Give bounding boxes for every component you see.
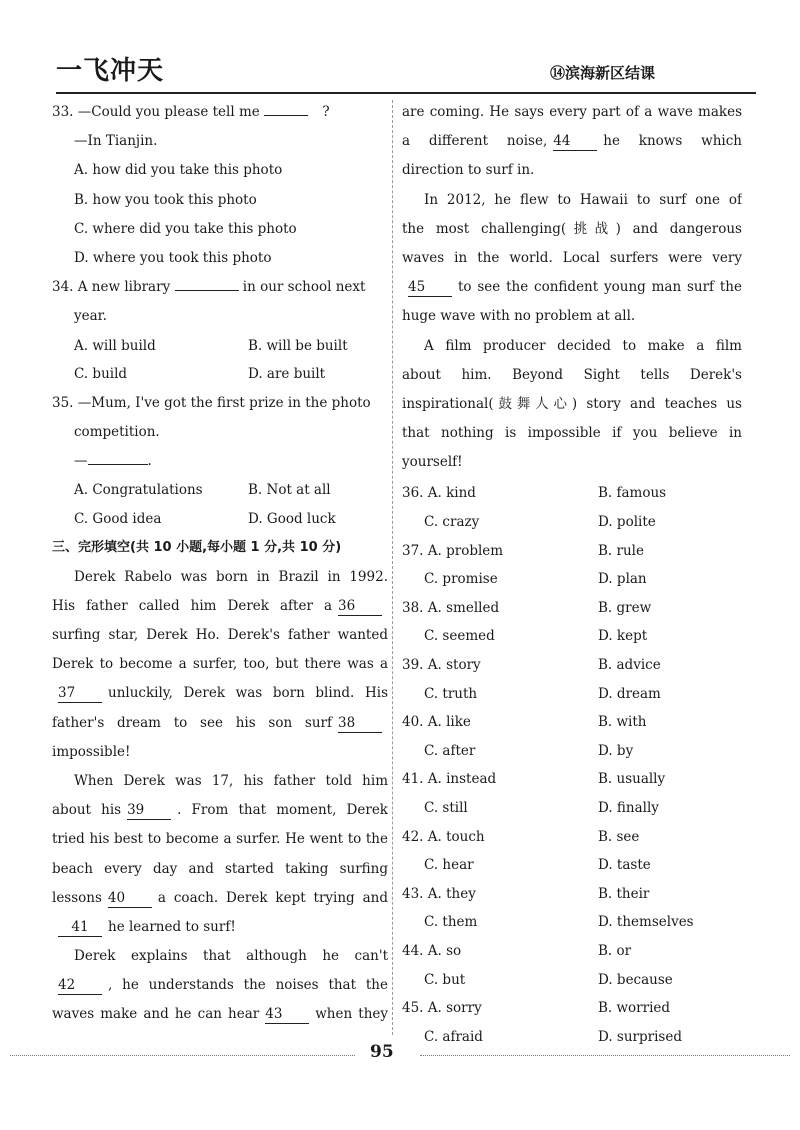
passage-text: to see the confident young man surf the bbox=[458, 279, 742, 296]
choice-number-a: 36. A. kind bbox=[402, 485, 476, 502]
choice-d: D. polite bbox=[598, 514, 656, 531]
passage-line bbox=[52, 709, 388, 738]
q33-option-d: D. where you took this photo bbox=[74, 249, 272, 266]
passage-text: . From that moment, Derek bbox=[177, 802, 388, 819]
passage-line bbox=[402, 361, 742, 390]
passage-line bbox=[402, 244, 742, 273]
q33-option-c: C. where did you take this photo bbox=[74, 220, 297, 237]
q35-options-row2 bbox=[52, 505, 388, 534]
choice-c: C. still bbox=[424, 799, 468, 816]
choice-c: C. after bbox=[424, 742, 476, 759]
choice-b: B. advice bbox=[598, 657, 661, 673]
section-title: 三、完形填空(共 10 小题,每小题 1 分,共 10 分) bbox=[52, 540, 342, 556]
passage-line bbox=[52, 592, 388, 621]
choice-c: C. promise bbox=[424, 571, 498, 588]
passage-text: when they bbox=[315, 1006, 388, 1023]
passage-line bbox=[402, 390, 742, 419]
cloze-blank: 43 bbox=[265, 1005, 309, 1024]
passage-text: direction to surf in. bbox=[402, 162, 535, 179]
cloze-passage-left bbox=[52, 563, 388, 1030]
passage-line bbox=[402, 156, 742, 185]
q33-blank bbox=[264, 115, 308, 116]
passage-line bbox=[402, 448, 742, 477]
choice-row bbox=[402, 851, 742, 880]
choice-c: C. crazy bbox=[424, 514, 480, 531]
footer-rule-right bbox=[420, 1055, 790, 1056]
choice-number-a: 40. A. like bbox=[402, 714, 471, 731]
series-logo: 一飞冲天 bbox=[56, 56, 165, 86]
choice-number-a: 42. A. touch bbox=[402, 828, 485, 845]
choice-d: D. because bbox=[598, 971, 673, 988]
choice-row bbox=[402, 765, 742, 794]
q35-option-a: A. Congratulations bbox=[74, 482, 203, 499]
choice-number-a: 39. A. story bbox=[402, 657, 481, 673]
passage-line bbox=[52, 796, 388, 825]
passage-line bbox=[402, 127, 742, 156]
passage-line bbox=[402, 98, 742, 127]
passage-text: about him. Beyond Sight tells Derek's bbox=[402, 366, 742, 383]
q34-option-a: A. will build bbox=[74, 337, 156, 354]
choice-b: B. with bbox=[598, 714, 647, 731]
choice-row bbox=[402, 794, 742, 823]
choice-number-a: 38. A. smelled bbox=[402, 599, 500, 616]
passage-line bbox=[52, 563, 388, 592]
choice-number-a: 43. A. they bbox=[402, 885, 476, 902]
page-footer bbox=[0, 1040, 800, 1070]
passage-text: , he understands the noises that the bbox=[108, 977, 388, 994]
passage-line bbox=[52, 971, 388, 1000]
passage-text: tried his best to become a surfer. He went to the bbox=[52, 831, 388, 848]
q33-stem: 33. —Could you please tell me bbox=[52, 104, 260, 120]
passage-text: he learned to surf! bbox=[108, 918, 236, 935]
choice-c: C. seemed bbox=[424, 628, 495, 645]
passage-text: that nothing is impossible if you believe in bbox=[402, 425, 742, 442]
choice-d: D. dream bbox=[598, 685, 661, 702]
passage-line bbox=[52, 913, 388, 942]
passage-text: Derek to become a surfer, too, but there was a bbox=[52, 656, 388, 673]
passage-line bbox=[402, 186, 742, 215]
choice-row bbox=[402, 680, 742, 709]
passage-line bbox=[52, 621, 388, 650]
q34-options-row1 bbox=[52, 332, 388, 361]
cloze-blank: 36 bbox=[338, 597, 382, 616]
passage-text: When Derek was 17, his father told him bbox=[74, 772, 388, 789]
q35-blank bbox=[88, 464, 148, 465]
choice-row bbox=[402, 737, 742, 766]
passage-text: waves in the world. Local surfers were very bbox=[402, 249, 742, 266]
choice-number-a: 44. A. so bbox=[402, 942, 462, 959]
choice-b: B. rule bbox=[598, 542, 644, 559]
cloze-blank: 41 bbox=[58, 918, 102, 937]
choice-row bbox=[402, 651, 742, 680]
passage-line bbox=[402, 215, 742, 244]
choice-row bbox=[402, 537, 742, 566]
q35-option-b: B. Not at all bbox=[248, 482, 331, 499]
passage-line bbox=[402, 302, 742, 331]
question-35: 35. —Mum, I've got the first prize in the photo competition. — . A. Congratulations B. Not at all C. Good idea D. Good luck bbox=[52, 389, 388, 534]
choice-row bbox=[402, 994, 742, 1023]
passage-text: a coach. Derek kept trying and bbox=[157, 889, 388, 906]
choice-row bbox=[402, 937, 742, 966]
passage-text: In 2012, he flew to Hawaii to surf one of bbox=[424, 191, 742, 208]
passage-line bbox=[52, 942, 388, 971]
choice-d: D. by bbox=[598, 742, 634, 759]
passage-line bbox=[402, 419, 742, 448]
right-column bbox=[402, 98, 742, 1051]
choice-number-a: 45. A. sorry bbox=[402, 1000, 482, 1017]
choice-d: D. plan bbox=[598, 571, 647, 588]
passage-line bbox=[52, 679, 388, 708]
q34-option-c: C. build bbox=[74, 366, 128, 383]
cloze-blank: 40 bbox=[108, 889, 152, 908]
passage-text: yourself! bbox=[402, 454, 463, 471]
passage-text: lessons bbox=[52, 889, 102, 906]
passage-line bbox=[52, 825, 388, 854]
passage-text: impossible! bbox=[52, 743, 131, 760]
header-divider bbox=[56, 92, 756, 94]
choice-d: D. finally bbox=[598, 799, 659, 816]
q34-blank bbox=[175, 290, 239, 291]
choice-b: B. worried bbox=[598, 1000, 671, 1017]
passage-line bbox=[52, 855, 388, 884]
q33-option-a: A. how did you take this photo bbox=[74, 162, 283, 179]
passage-line bbox=[52, 738, 388, 767]
passage-line bbox=[52, 1000, 388, 1029]
page-header bbox=[0, 0, 800, 100]
choice-b: B. usually bbox=[598, 771, 666, 788]
choice-row bbox=[402, 508, 742, 537]
q34-option-d: D. are built bbox=[248, 366, 326, 383]
choice-row bbox=[402, 594, 742, 623]
cloze-blank: 44 bbox=[553, 132, 597, 151]
column-divider bbox=[392, 100, 393, 1035]
passage-text: the most challenging(挑战) and dangerous bbox=[402, 220, 742, 237]
choice-d: D. taste bbox=[598, 857, 651, 874]
question-34 bbox=[52, 273, 388, 389]
choice-row bbox=[402, 622, 742, 651]
cloze-blank: 38 bbox=[338, 714, 382, 733]
passage-line bbox=[52, 650, 388, 679]
cloze-choices bbox=[402, 479, 742, 1051]
choice-row bbox=[402, 708, 742, 737]
q34-options-row2 bbox=[52, 360, 388, 389]
passage-line bbox=[402, 332, 742, 361]
passage-text: unluckily, Derek was born blind. His bbox=[108, 685, 388, 702]
passage-text: Derek Rabelo was born in Brazil in 1992. bbox=[74, 568, 388, 585]
passage-text: about his bbox=[52, 802, 122, 819]
q34-option-b: B. will be built bbox=[248, 337, 348, 354]
cloze-blank: 37 bbox=[58, 684, 102, 703]
choice-c: C. truth bbox=[424, 685, 478, 702]
passage-text: father's dream to see his son surf bbox=[52, 714, 332, 731]
choice-row bbox=[402, 565, 742, 594]
passage-text: a different noise, bbox=[402, 133, 548, 150]
choice-d: D. kept bbox=[598, 628, 648, 645]
choice-number-a: 41. A. instead bbox=[402, 771, 497, 788]
choice-c: C. afraid bbox=[424, 1028, 483, 1045]
q33-option-b: B. how you took this photo bbox=[74, 191, 257, 208]
passage-text: His father called him Derek after a bbox=[52, 597, 332, 614]
choice-row bbox=[402, 966, 742, 995]
cloze-blank: 42 bbox=[58, 976, 102, 995]
q35-stem-line1: 35. —Mum, I've got the first prize in the photo bbox=[52, 394, 371, 411]
q35-period: . bbox=[147, 453, 152, 470]
passage-text: beach every day and started taking surfing bbox=[52, 860, 388, 877]
q35-stem-line2: competition. bbox=[74, 423, 160, 440]
choice-b: B. see bbox=[598, 828, 640, 845]
choice-b: B. grew bbox=[598, 599, 652, 616]
q35-option-d: D. Good luck bbox=[248, 510, 336, 527]
choice-c: C. them bbox=[424, 914, 478, 931]
choice-d: D. themselves bbox=[598, 914, 694, 931]
choice-row bbox=[402, 908, 742, 937]
left-column bbox=[52, 98, 388, 1030]
q35-options-row1 bbox=[52, 476, 388, 505]
choice-c: C. hear bbox=[424, 857, 474, 874]
passage-line bbox=[52, 884, 388, 913]
choice-row bbox=[402, 880, 742, 909]
footer-rule-left bbox=[10, 1055, 355, 1056]
choice-b: B. famous bbox=[598, 485, 667, 502]
cloze-blank: 45 bbox=[408, 278, 452, 297]
passage-text: waves make and he can hear bbox=[52, 1006, 260, 1023]
q35-option-c: C. Good idea bbox=[74, 510, 162, 527]
passage-line bbox=[402, 273, 742, 302]
passage-text: surfing star, Derek Ho. Derek's father wanted bbox=[52, 627, 388, 643]
choice-row bbox=[402, 479, 742, 508]
passage-text: he knows which bbox=[603, 133, 742, 150]
choice-d: D. surprised bbox=[598, 1028, 682, 1045]
q34-stem: 34. A new library bbox=[52, 279, 171, 296]
cloze-blank: 39 bbox=[127, 801, 171, 820]
choice-number-a: 37. A. problem bbox=[402, 542, 504, 559]
passage-text: are coming. He says every part of a wave makes bbox=[402, 104, 742, 120]
question-33 bbox=[52, 98, 388, 273]
page-number: 95 bbox=[370, 1042, 394, 1062]
cloze-passage-right bbox=[402, 98, 742, 477]
passage-text: huge wave with no problem at all. bbox=[402, 308, 636, 325]
passage-line bbox=[52, 767, 388, 796]
q33-qmark: ? bbox=[322, 104, 330, 120]
q34-stem-post: in our school next bbox=[242, 279, 366, 296]
passage-text: Derek explains that although he can't bbox=[74, 948, 388, 965]
q33-reply: —In Tianjin. bbox=[74, 133, 158, 150]
choice-row bbox=[402, 823, 742, 852]
passage-text: A film producer decided to make a film bbox=[424, 337, 742, 354]
choice-b: B. or bbox=[598, 942, 632, 959]
choice-c: C. but bbox=[424, 971, 466, 988]
choice-b: B. their bbox=[598, 885, 650, 902]
passage-text: inspirational(鼓舞人心) story and teaches us bbox=[402, 395, 742, 412]
series-title: ⑭滨海新区结课 bbox=[550, 64, 656, 82]
q34-stem-cont: year. bbox=[74, 308, 107, 325]
